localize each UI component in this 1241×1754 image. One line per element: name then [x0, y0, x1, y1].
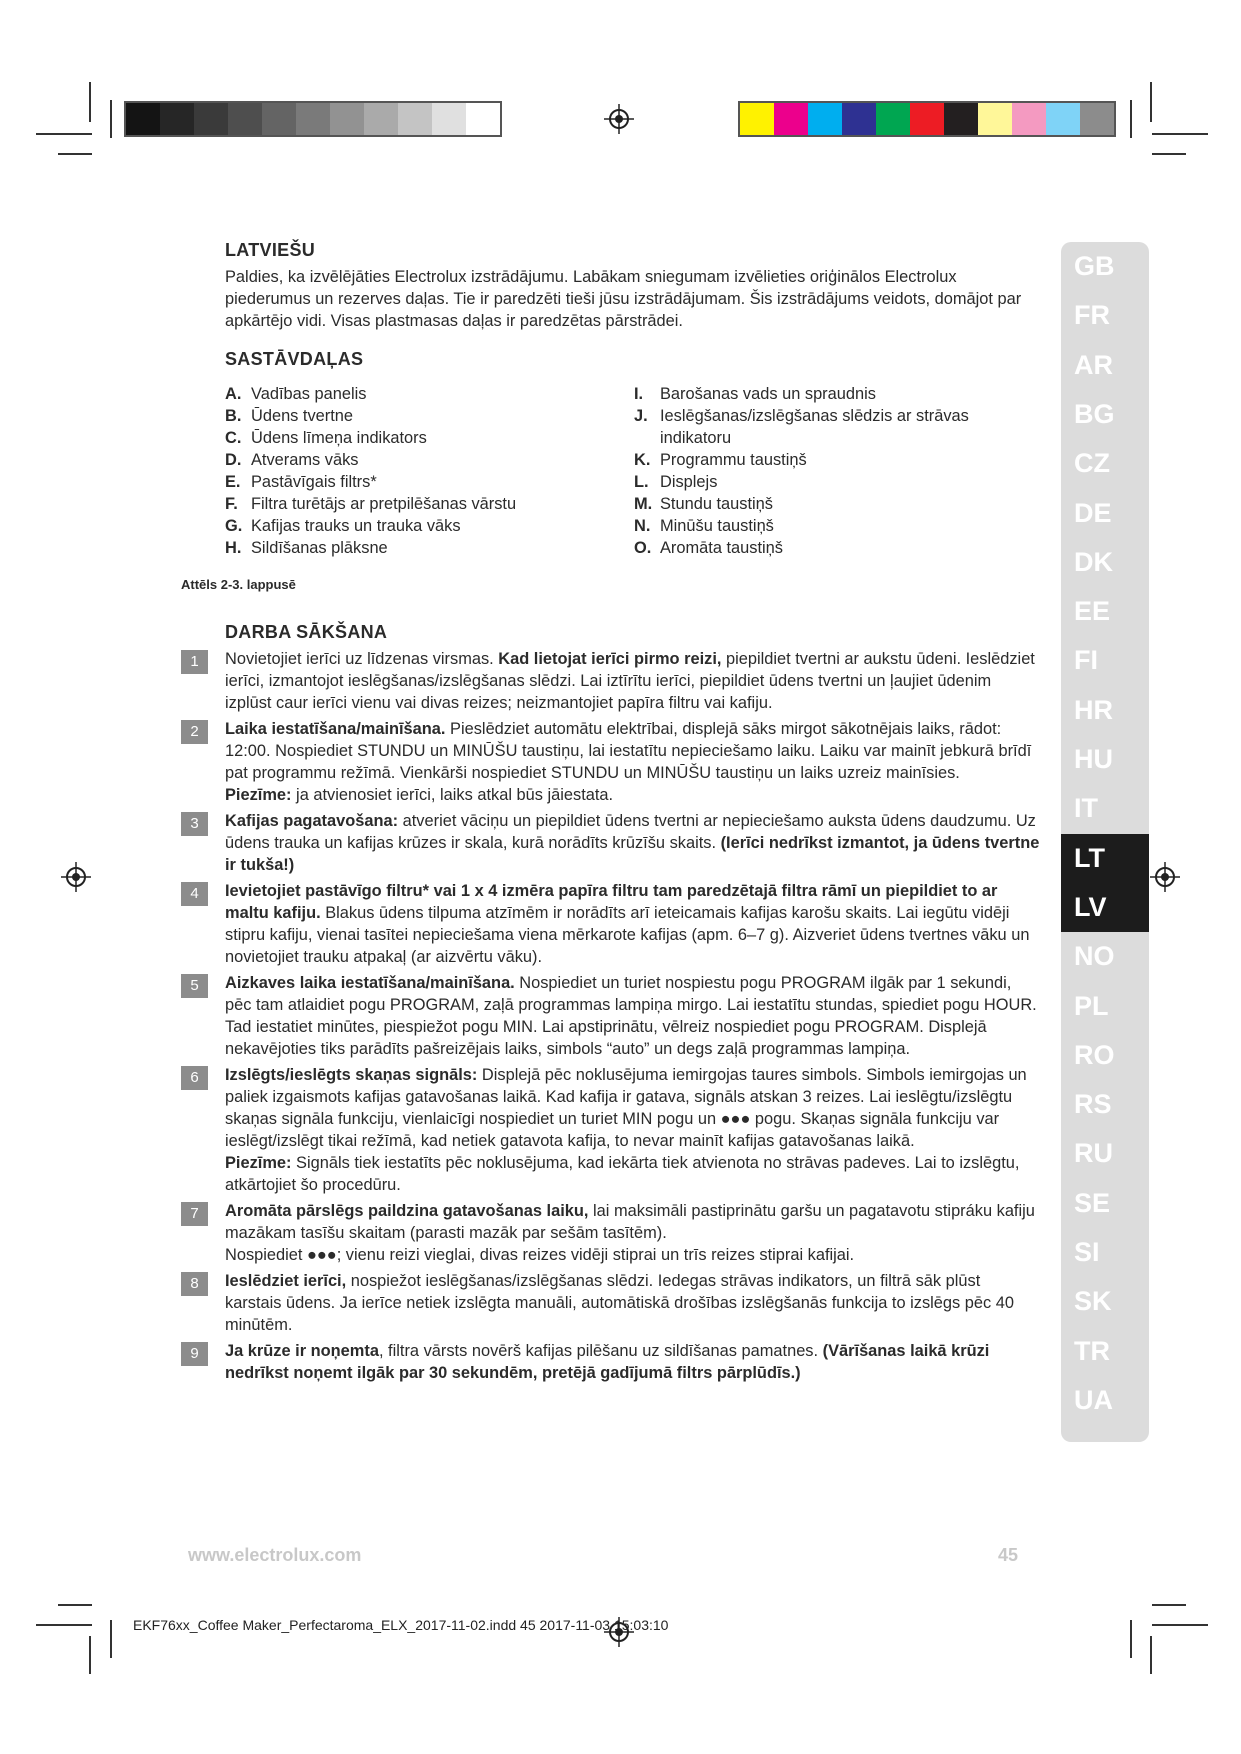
color-swatch	[774, 103, 808, 135]
color-swatch	[398, 103, 432, 135]
color-swatch	[740, 103, 774, 135]
component-item	[634, 515, 1034, 537]
step-text: Nospiediet un turiet nospiestu pogu PROGRAM ilgāk par 1 sekundi, pēc tam atlaidiet pogu PROGRAM, zaļā programmas lampiņa mirgo. Lai iestatītu stundas, spiediet pogu HOUR. Tad iestatiet minūtes, piespiežot pogu MIN. Lai apstiprinātu, vēlreiz nospiediet pogu PROGRAM. Displejā nekavējoties tiks parādīts pašreizējais laiks, simbols “auto” un degs zaļā programmas lampiņa.	[225, 974, 1037, 1058]
step-text-bold: Aromāta pārslēgs paildzina gatavošanas laiku,	[225, 1202, 589, 1220]
step-text-bold: Ieslēdziet ierīci,	[225, 1272, 347, 1290]
component-item	[225, 449, 625, 471]
color-swatch	[1012, 103, 1046, 135]
language-tab-lv[interactable]: LV	[1061, 883, 1149, 932]
color-swatch	[466, 103, 500, 135]
language-tab-cz[interactable]: CZ	[1074, 448, 1110, 479]
components-list-right	[634, 383, 1034, 559]
color-swatch	[364, 103, 398, 135]
step-text-bold: Ja krūze ir noņemta	[225, 1342, 379, 1360]
step-text: , filtra vārsts novērš kafijas pilēšanu uz sildīšanas pamatnes.	[378, 1342, 823, 1360]
step-text-bold: Piezīme:	[225, 786, 292, 804]
step-text: Blakus ūdens tilpuma atzīmēm ir norādīts arī ieteicamais kafijas karošu skaits. Lai iegūtu vidēji stipru kafiju, vienai tasītei nepieciešama viena mērkarote kafijas (apm. 6–7 g). Aizveriet ūdens tvertnes vāku un novietojiet trauku atpakaļ (ar aizvērtu vāku).	[225, 904, 1030, 966]
crop-mark	[36, 133, 92, 135]
language-tab-tr[interactable]: TR	[1074, 1335, 1110, 1366]
figure-reference: Attēls 2-3. lappusē	[181, 577, 296, 592]
component-label: Barošanas vads un spraudnis	[660, 385, 876, 403]
step-number-badge: 2	[181, 720, 208, 744]
registration-mark-icon	[604, 104, 634, 134]
getting-started-title: DARBA SĀKŠANA	[225, 622, 388, 642]
component-label: Ūdens līmeņa indikators	[251, 429, 427, 447]
step-number-badge: 6	[181, 1066, 208, 1090]
language-tab-lt[interactable]: LT	[1061, 834, 1149, 883]
component-key: H.	[225, 539, 242, 557]
component-label: Minūšu taustiņš	[660, 517, 774, 535]
step-item	[181, 880, 1041, 968]
crop-mark	[110, 1620, 112, 1658]
component-label: Filtra turētājs ar pretpilēšanas vārstu	[251, 495, 517, 513]
step-text-bold: Izslēgts/ieslēgts skaņas signāls:	[225, 1066, 478, 1084]
color-swatch	[876, 103, 910, 135]
intro-paragraph: Paldies, ka izvēlējāties Electrolux izstrādājumu. Labākam sniegumam izvēlieties oriģinālos Electrolux piederumus un rezerves daļas. Tie ir paredzēti tieši jūsu izstrādājumam. Šis izstrādājums veidots, domājot par apkārtējo vidi. Visas plastmasas daļas ir paredzētas pārstrādei.	[225, 268, 1022, 330]
component-item	[225, 515, 625, 537]
component-label: Displejs	[660, 473, 718, 491]
step-item	[181, 972, 1041, 1060]
step-number-badge: 8	[181, 1272, 208, 1296]
page-number: 45	[998, 1545, 1019, 1565]
crop-mark	[110, 100, 112, 138]
language-tab-ro[interactable]: RO	[1074, 1039, 1115, 1070]
registration-mark-icon	[61, 862, 91, 892]
component-label: Sildīšanas plāksne	[251, 539, 388, 557]
color-swatch	[160, 103, 194, 135]
component-key: F.	[225, 495, 238, 513]
component-label: Programmu taustiņš	[660, 451, 807, 469]
language-title: LATVIEŠU	[225, 240, 316, 260]
color-swatch	[808, 103, 842, 135]
language-tab-ua[interactable]: UA	[1074, 1384, 1113, 1415]
color-swatch	[842, 103, 876, 135]
crop-mark	[1152, 153, 1186, 155]
crop-mark	[58, 153, 92, 155]
crop-mark	[1150, 1636, 1152, 1674]
component-label: Aromāta taustiņš	[660, 539, 783, 557]
component-item	[225, 427, 625, 449]
color-swatch	[910, 103, 944, 135]
component-item	[634, 449, 1034, 471]
footer-url: www.electrolux.com	[188, 1545, 362, 1565]
component-item	[634, 537, 1034, 559]
step-number-badge: 9	[181, 1342, 208, 1366]
step-number-badge: 1	[181, 650, 208, 674]
component-label: Atverams vāks	[251, 451, 359, 469]
step-item	[181, 718, 1041, 806]
step-text-bold: (Ierīci nedrīkst izmantot, ja ūdens tvertne ir tukša!)	[225, 834, 1040, 874]
language-tab-fi[interactable]: FI	[1074, 645, 1098, 676]
component-key: E.	[225, 473, 241, 491]
component-key: K.	[634, 451, 651, 469]
crop-mark	[89, 1636, 91, 1674]
component-item	[634, 383, 1034, 405]
step-text: piepildiet tvertni ar aukstu ūdeni. Ieslēdziet ierīci, izmantojot ieslēgšanas/izslēgšanas slēdzi. Lai iztīrītu ierīci, piepildiet ūdens tvertni un ļaujiet ūdenim izplūst caur ierīci vienu vai divas reizes; neizmantojiet papīra filtru vai kafiju.	[225, 650, 1035, 712]
step-text-bold: (Vārīšanas laikā krūzi nedrīkst noņemt ilgāk par 30 sekundēm, pretējā gadījumā filtrs pārplūdīs.)	[225, 1342, 990, 1382]
component-key: C.	[225, 429, 242, 447]
step-text: Pieslēdziet automātu elektrībai, displejā sāks mirgot sākotnējais laiks, rādot: 12:00. Nospiediet STUNDU un MINŪŠU taustiņu, lai iestatītu nepieciešamo laiku. Laiku var mainīt jebkurā brīdī pat programmu režīmā. Vienkārši nospiediet STUNDU un MINŪŠU taustiņu un laiks uzreiz mainīsies.	[225, 720, 1032, 782]
step-text: nospiežot ieslēgšanas/izslēgšanas slēdzi. Iedegas strāvas indikators, un filtrā sāk plūst karstais ūdens. Ja ierīce netiek izslēgta manuāli, automātiskā drošības izslēgšanās funkcija to izslēgs pēc 40 minūtēm.	[225, 1272, 1014, 1334]
step-item	[181, 648, 1041, 714]
grayscale-calibration-bar	[124, 101, 502, 137]
language-tab-hu[interactable]: HU	[1074, 744, 1113, 774]
component-label: Ieslēgšanas/izslēgšanas slēdzis ar strāvas	[660, 407, 969, 425]
color-swatch	[296, 103, 330, 135]
step-text-bold: Kad lietojat ierīci pirmo reizi,	[498, 650, 722, 668]
step-text: lai maksimāli pastiprinātu garšu un pagatavotu stipráku kafiju mazākam tasīšu skaitam (parasti mazāk par sešām tasītēm).	[225, 1202, 1035, 1242]
language-tab-pl[interactable]: PL	[1074, 990, 1109, 1021]
component-item	[634, 405, 1034, 427]
color-swatch	[330, 103, 364, 135]
step-text: Displejā pēc noklusējuma iemirgojas taures simbols. Simbols iemirgojas un paliek izgaismots kafijas gatavošanas laikā. Kad kafija ir gatava, signāls atskan 3 reizes. Lai ieslēgtu/izslēgtu skaņas signāla funkciju, vienlaicīgi nospiediet un turiet MIN pogu un ●●● pogu. Skaņas signāla funkciju var ieslēgt/izslēgt tikai režīmā, kad netiek gatavota kafija, to nevar mainīt kafijas gatavošanas laikā.	[225, 1066, 1027, 1150]
language-tab-no[interactable]: NO	[1074, 941, 1115, 972]
component-label: Ūdens tvertne	[251, 407, 354, 425]
color-calibration-bar	[738, 101, 1116, 137]
component-key: J.	[634, 407, 648, 425]
language-tab-dk[interactable]: DK	[1074, 546, 1113, 577]
steps-list	[181, 648, 1041, 1388]
component-key: D.	[225, 451, 242, 469]
language-tab-fr[interactable]: FR	[1074, 300, 1110, 331]
component-item	[225, 493, 625, 515]
crop-mark	[36, 1624, 92, 1626]
step-item	[181, 810, 1041, 876]
components-list-left	[225, 383, 625, 559]
color-swatch	[1080, 103, 1114, 135]
step-number-badge: 3	[181, 812, 208, 836]
language-tab-rs[interactable]: RS	[1074, 1089, 1112, 1120]
crop-mark	[1152, 1624, 1208, 1626]
step-text: Signāls tiek iestatīts pēc noklusējuma, kad iekārta tiek atvienota no strāvas padeves. Lai to izslēgtu, atkārtojiet šo procedūru.	[225, 1154, 1020, 1194]
step-text-bold: Aizkaves laika iestatīšana/mainīšana.	[225, 974, 515, 992]
component-key: N.	[634, 517, 651, 535]
color-swatch	[262, 103, 296, 135]
color-swatch	[432, 103, 466, 135]
color-swatch	[944, 103, 978, 135]
crop-mark	[58, 1604, 92, 1606]
component-key: L.	[634, 473, 649, 491]
color-swatch	[194, 103, 228, 135]
step-number-badge: 7	[181, 1202, 208, 1226]
step-text: Nospiediet ●●●; vienu reizi vieglai, divas reizes vidēji stiprai un trīs reizes stiprai kafijai.	[225, 1246, 855, 1264]
language-tab-sk[interactable]: SK	[1074, 1286, 1112, 1317]
step-text-bold: Kafijas pagatavošana:	[225, 812, 399, 830]
crop-mark	[1150, 82, 1152, 122]
print-slug: EKF76xx_Coffee Maker_Perfectaroma_ELX_2017-11-02.indd 45 2017-11-03 15:03:10	[133, 1617, 669, 1633]
step-text-bold: Laika iestatīšana/mainīšana.	[225, 720, 446, 738]
step-item	[181, 1270, 1041, 1336]
crop-mark	[1130, 1620, 1132, 1658]
language-tab-it[interactable]: IT	[1074, 793, 1098, 824]
component-key: B.	[225, 407, 242, 425]
component-item	[634, 493, 1034, 515]
language-tab-bg[interactable]: BG	[1074, 398, 1115, 429]
step-text: Novietojiet ierīci uz līdzenas virsmas.	[225, 650, 499, 668]
step-text-bold: Ievietojiet pastāvīgo filtru* vai 1 x 4 izmēra papīra filtru tam paredzētajā filtra rāmī un piepildiet to ar maltu kafiju.	[225, 882, 998, 922]
component-item	[225, 383, 625, 405]
component-key: I.	[634, 385, 644, 403]
step-item	[181, 1064, 1041, 1196]
components-title: SASTĀVDAĻAS	[225, 349, 364, 369]
component-key: G.	[225, 517, 243, 535]
step-item	[181, 1340, 1041, 1384]
step-text: ja atvienosiet ierīci, laiks atkal būs jāiestata.	[291, 786, 614, 804]
crop-mark	[89, 82, 91, 122]
component-label: Stundu taustiņš	[660, 495, 773, 513]
step-number-badge: 5	[181, 974, 208, 998]
component-item	[225, 471, 625, 493]
component-label: Pastāvīgais filtrs*	[251, 473, 377, 491]
color-swatch	[1046, 103, 1080, 135]
language-tab-si[interactable]: SI	[1074, 1237, 1100, 1267]
language-tabs	[1061, 242, 1149, 1442]
color-swatch	[978, 103, 1012, 135]
step-item	[181, 1200, 1041, 1266]
color-swatch	[228, 103, 262, 135]
component-label-continued: indikatoru	[660, 429, 732, 447]
component-key: A.	[225, 385, 242, 403]
step-text: atveriet vāciņu un piepildiet ūdens tvertni ar nepieciešamo auksta ūdens daudzumu. Uz ūdens trauka un kafijas krūzes ir skala, kurā norādīts krūzīšu skaits.	[225, 812, 1036, 852]
language-tab-ru[interactable]: RU	[1074, 1138, 1113, 1169]
step-text-bold: Piezīme:	[225, 1154, 292, 1172]
component-label: Kafijas trauks un trauka vāks	[251, 517, 461, 535]
step-number-badge: 4	[181, 882, 208, 906]
language-tab-hr[interactable]: HR	[1074, 694, 1113, 725]
crop-mark	[1130, 100, 1132, 138]
language-tab-de[interactable]: DE	[1074, 497, 1112, 528]
language-tab-gb[interactable]: GB	[1074, 251, 1115, 281]
component-label: Vadības panelis	[251, 385, 367, 403]
component-item	[225, 405, 625, 427]
component-key: O.	[634, 539, 652, 557]
component-key: M.	[634, 495, 653, 513]
component-item	[225, 537, 625, 559]
language-tab-ee[interactable]: EE	[1074, 596, 1111, 627]
component-item	[634, 471, 1034, 493]
color-swatch	[126, 103, 160, 135]
crop-mark	[1152, 133, 1208, 135]
registration-mark-icon	[1150, 862, 1180, 892]
language-tab-se[interactable]: SE	[1074, 1187, 1111, 1218]
language-tab-ar[interactable]: AR	[1074, 349, 1113, 380]
crop-mark	[1152, 1604, 1186, 1606]
